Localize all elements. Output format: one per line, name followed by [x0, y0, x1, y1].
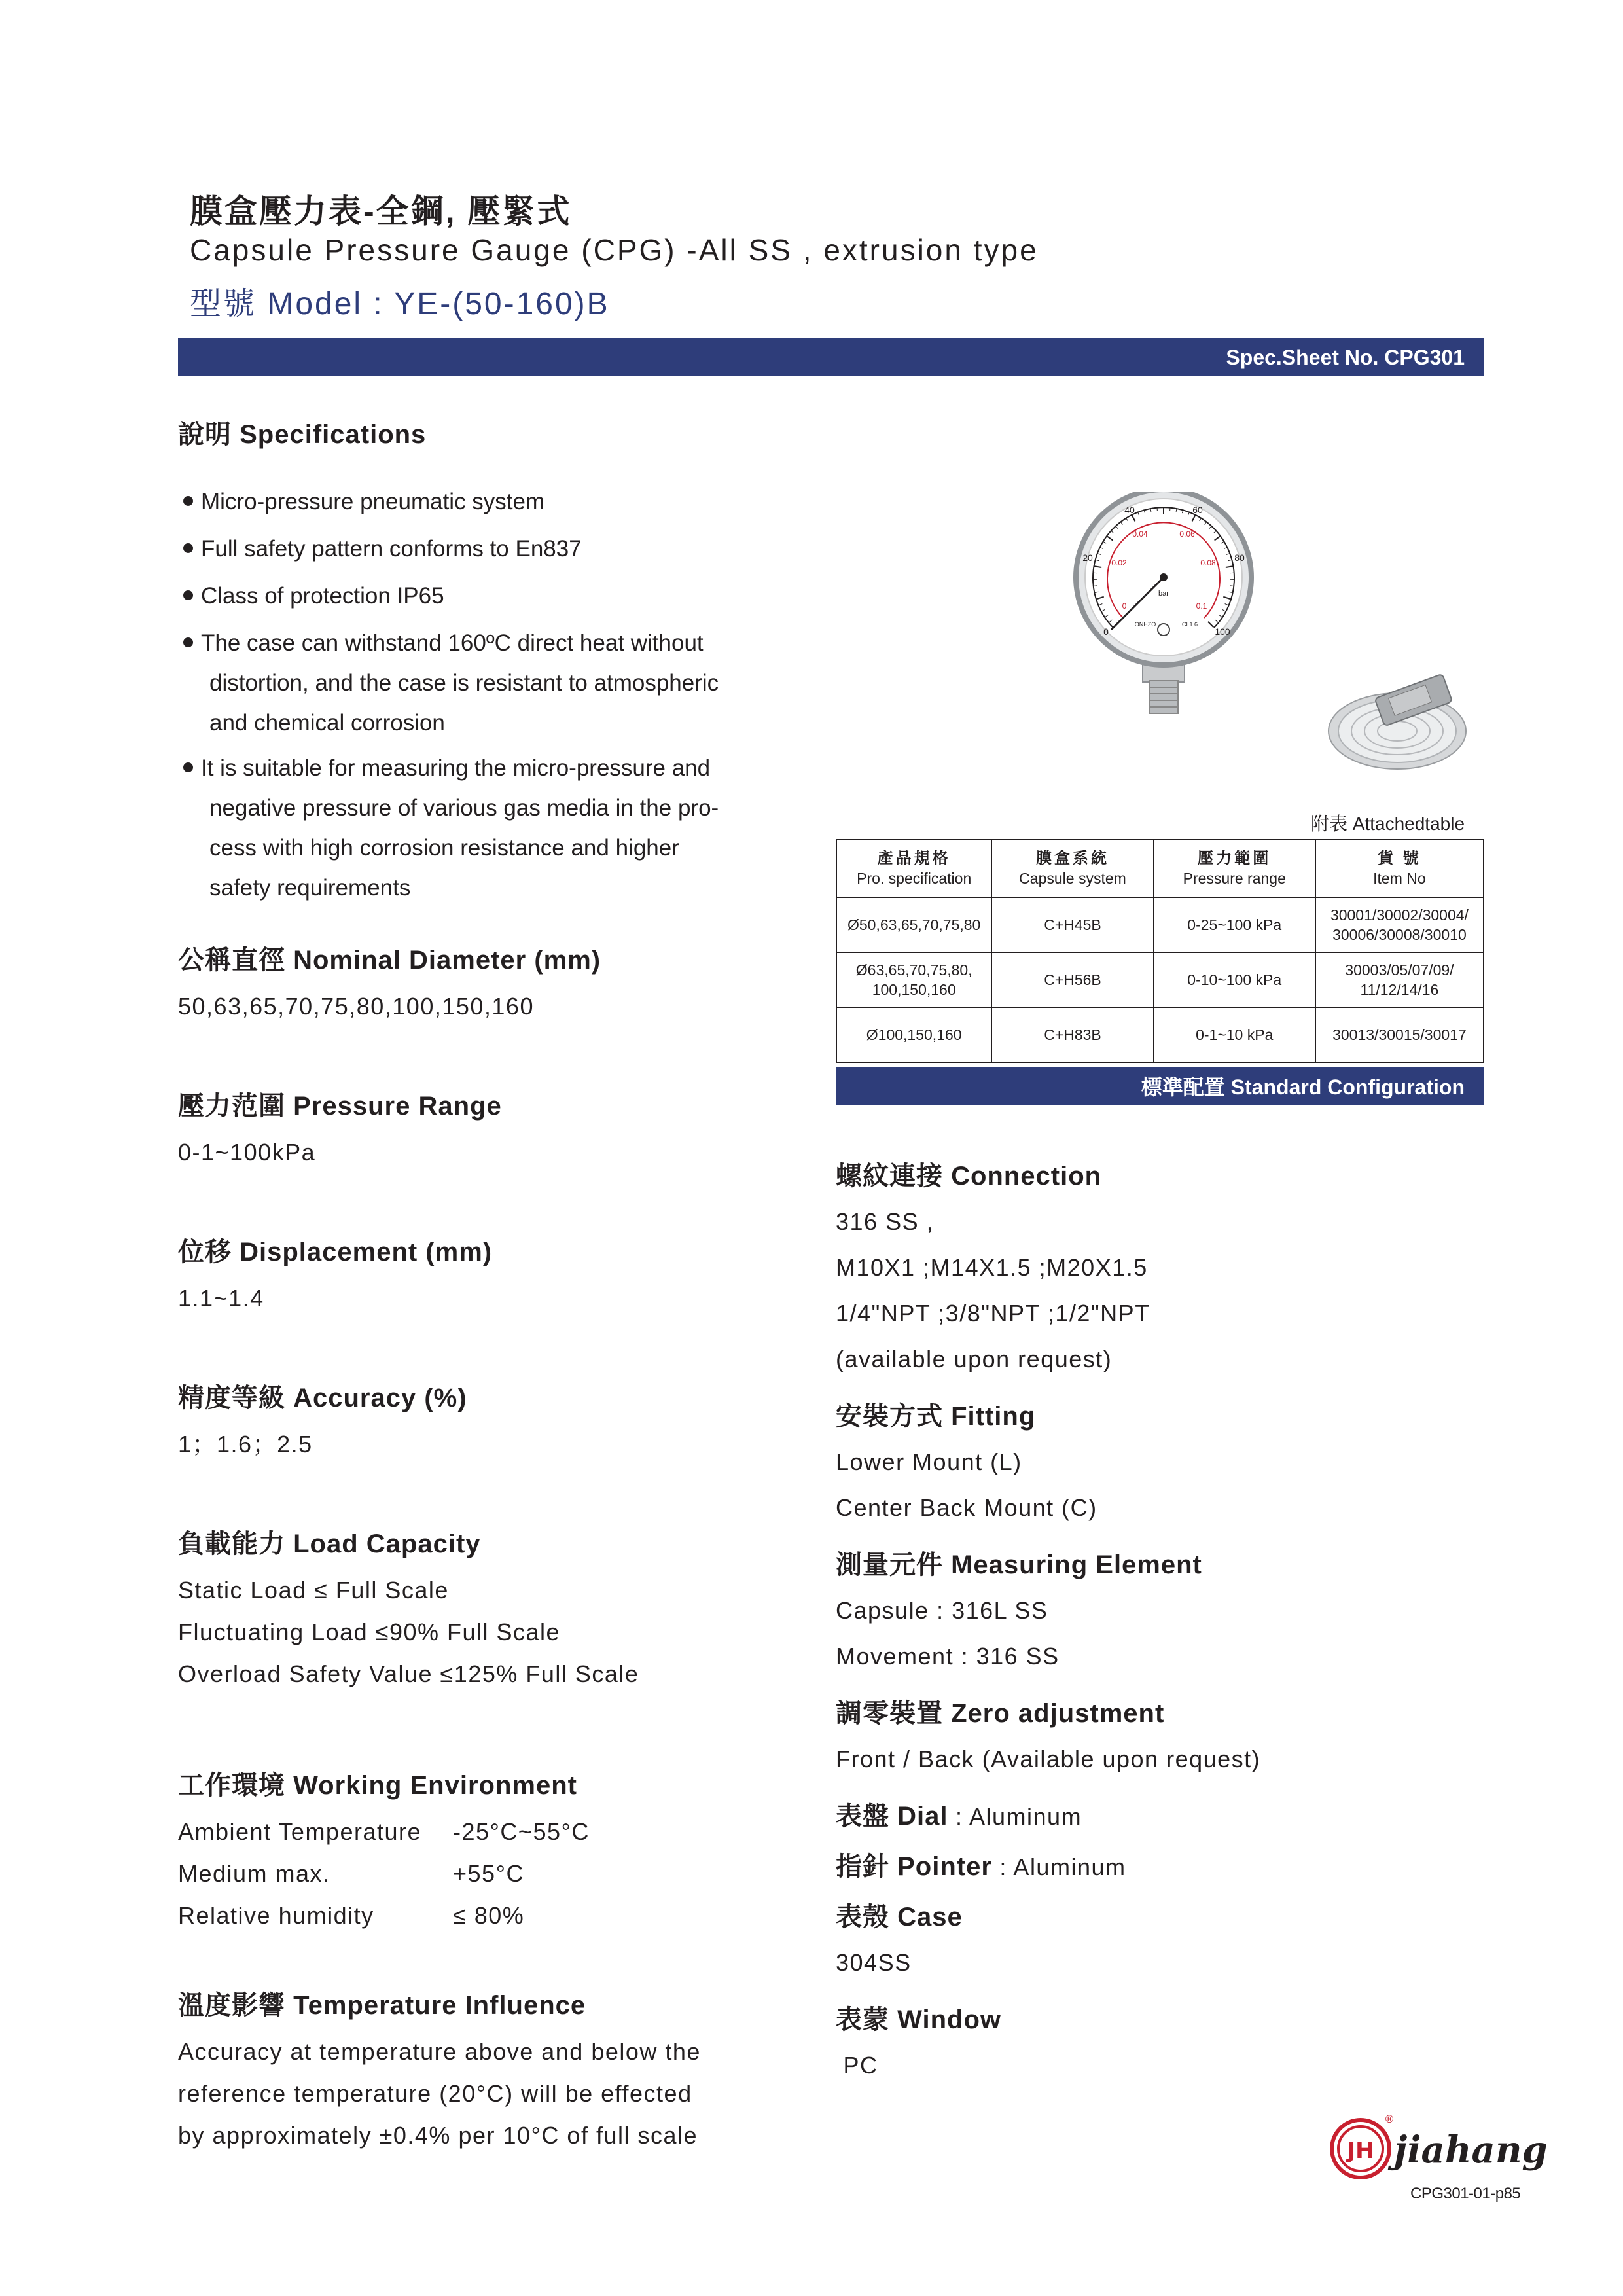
header-zh: 產品規格 — [877, 850, 951, 867]
page-reference: CPG301-01-p85 — [1410, 2185, 1521, 2202]
right-section — [836, 1846, 1484, 1883]
title-en: Capsule Pressure Gauge (CPG) -All SS , extrusion type — [190, 233, 1039, 267]
bullet-icon — [183, 637, 193, 647]
section-line: Fluctuating Load ≤90% Full Scale — [178, 1619, 561, 1645]
spec-bullet-line: It is suitable for measuring the micro-pressure and — [183, 748, 838, 788]
section-line: reference temperature (20°C) will be effected — [178, 2080, 692, 2107]
capsule-element-image — [1325, 669, 1469, 774]
table-cell: 30003/05/07/09/ 11/12/14/16 — [1315, 952, 1484, 1007]
section-heading — [836, 1795, 1484, 1833]
spec-bullet — [183, 576, 838, 616]
section-body — [836, 1940, 1484, 1986]
environment-label: Medium max. — [178, 1860, 330, 1887]
section-line: Capsule : 316L SS — [836, 1597, 1048, 1624]
section-heading — [836, 1693, 1484, 1730]
outer-scale-60: 60 — [1192, 505, 1203, 515]
right-section — [836, 1896, 1484, 1986]
section-line: Center Back Mount (C) — [836, 1494, 1097, 1521]
bullet-icon — [183, 590, 193, 600]
section-heading — [836, 1544, 1484, 1581]
left-section — [178, 1377, 832, 1465]
left-section — [178, 939, 832, 1028]
section-inline-value: : Aluminum — [948, 1803, 1082, 1830]
inner-scale-006: 0.06 — [1179, 529, 1195, 539]
spec-bullet-line: cess with high corrosion resistance and higher — [209, 835, 679, 861]
outer-scale-0: 0 — [1103, 626, 1109, 637]
attached-table — [836, 839, 1484, 1063]
spec-bullet-line: Class of protection IP65 — [183, 576, 838, 616]
spec-bullet-line: Full safety pattern conforms to En837 — [183, 529, 838, 569]
registered-mark: ® — [1384, 2113, 1395, 2125]
header-en: Pressure range — [1183, 870, 1286, 887]
section-heading — [836, 1896, 1484, 1933]
inner-scale-004: 0.04 — [1132, 529, 1148, 539]
section-heading: 壓力范圍 Pressure Range — [178, 1092, 502, 1121]
section-body — [178, 1424, 832, 1465]
right-section — [836, 1155, 1484, 1382]
table-header-cell — [836, 840, 991, 897]
bullet-icon — [183, 762, 193, 772]
left-section — [178, 1765, 832, 1937]
table-cell: 0-1~10 kPa — [1154, 1007, 1315, 1062]
spec-bullet-line: negative pressure of various gas media in the pro- — [209, 795, 719, 821]
section-heading-text: 表盤 Dial — [836, 1802, 948, 1831]
section-line: 1/4"NPT ;3/8"NPT ;1/2"NPT — [836, 1300, 1150, 1327]
section-body — [178, 2031, 832, 2157]
environment-row — [178, 1811, 832, 1853]
section-body — [836, 1439, 1484, 1531]
section-body — [178, 1132, 832, 1174]
table-cell: Ø100,150,160 — [836, 1007, 991, 1062]
inner-scale-002: 0.02 — [1111, 558, 1127, 567]
header-zh: 壓力範圍 — [1198, 850, 1272, 867]
left-section — [178, 1984, 832, 2157]
table-cell: Ø50,63,65,70,75,80 — [836, 897, 991, 952]
section-heading-text: 安裝方式 Fitting — [836, 1402, 1036, 1431]
inner-scale-0: 0 — [1122, 601, 1127, 611]
section-body — [178, 1278, 832, 1319]
section-heading: 負載能力 Load Capacity — [178, 1530, 481, 1558]
environment-label: Relative humidity — [178, 1902, 374, 1929]
jiahang-logo-mark — [1325, 2111, 1396, 2181]
section-heading: 精度等級 Accuracy (%) — [178, 1384, 467, 1412]
outer-scale-80: 80 — [1234, 552, 1245, 563]
section-heading: 公稱直徑 Nominal Diameter (mm) — [178, 946, 601, 975]
section-body — [178, 986, 832, 1028]
left-column — [178, 939, 832, 2157]
header-en: Item No — [1373, 870, 1426, 887]
specifications-heading: 說明 Specifications — [178, 420, 427, 449]
table-header-cell — [1315, 840, 1484, 897]
header-en: Pro. specification — [857, 870, 972, 887]
section-line: 1.1~1.4 — [178, 1285, 264, 1312]
table-cell: Ø63,65,70,75,80, 100,150,160 — [836, 952, 991, 1007]
environment-row — [178, 1895, 832, 1937]
model-number: 型號 Model : YE-(50-160)B — [190, 287, 610, 321]
spec-bullet — [183, 529, 838, 569]
gauge-unit: bar — [1158, 590, 1169, 598]
left-section — [178, 1231, 832, 1319]
outer-scale-100: 100 — [1215, 626, 1230, 637]
standard-config-label: 標準配置 Standard Configuration — [1141, 1075, 1465, 1099]
standard-config-band — [836, 1067, 1484, 1105]
section-body — [178, 1811, 832, 1937]
section-line: 316 SS , — [836, 1208, 935, 1235]
right-section — [836, 1999, 1484, 2089]
section-line: 50,63,65,70,75,80,100,150,160 — [178, 993, 534, 1020]
right-section — [836, 1795, 1484, 1833]
inner-scale-01: 0.1 — [1196, 601, 1207, 611]
environment-value: -25°C~55°C — [453, 1818, 590, 1845]
section-body — [836, 1736, 1484, 1782]
section-heading: 溫度影響 Temperature Influence — [178, 1991, 586, 2020]
pressure-gauge-image — [1059, 492, 1268, 715]
spec-bullet — [183, 623, 838, 743]
spec-bullet — [183, 748, 838, 908]
section-heading — [836, 1846, 1484, 1883]
section-line: Front / Back (Available upon request) — [836, 1746, 1261, 1772]
left-section — [178, 1523, 832, 1695]
section-body — [836, 1588, 1484, 1679]
right-section — [836, 1693, 1484, 1782]
section-line: Static Load ≤ Full Scale — [178, 1577, 449, 1604]
header-zh: 膜盒系統 — [1035, 850, 1109, 867]
spec-bullet-line: and chemical corrosion — [209, 710, 445, 736]
header-zh: 貨 號 — [1378, 850, 1421, 867]
section-heading: 位移 Displacement (mm) — [178, 1238, 493, 1266]
outer-scale-40: 40 — [1124, 505, 1135, 515]
section-body — [178, 1570, 832, 1695]
spec-bullet-line: distortion, and the case is resistant to atmospheric — [209, 670, 719, 696]
right-section — [836, 1544, 1484, 1679]
section-line: by approximately ±0.4% per 10°C of full scale — [178, 2122, 698, 2149]
attached-table-label: 附表 Attachedtable — [1311, 814, 1465, 834]
table-header-cell — [991, 840, 1153, 897]
section-heading — [836, 1999, 1484, 2036]
table-row — [836, 952, 1484, 1007]
spec-sheet-number: Spec.Sheet No. CPG301 — [1226, 345, 1465, 369]
section-body — [836, 2043, 1484, 2089]
header-en: Capsule system — [1019, 870, 1126, 887]
spec-bullet-line: safety requirements — [209, 875, 411, 901]
environment-value: ≤ 80% — [453, 1902, 525, 1929]
table-cell: 0-10~100 kPa — [1154, 952, 1315, 1007]
section-heading-text: 指針 Pointer — [836, 1852, 992, 1881]
section-heading-text: 表蒙 Window — [836, 2005, 1002, 2034]
section-heading — [836, 1395, 1484, 1433]
table-cell: 0-25~100 kPa — [1154, 897, 1315, 952]
right-section — [836, 1395, 1484, 1531]
gauge-class: CL1.6 — [1181, 621, 1198, 628]
section-line: PC — [836, 2052, 878, 2079]
table-header-cell — [1154, 840, 1315, 897]
section-heading: 工作環境 Working Environment — [178, 1771, 577, 1800]
section-heading-text: 表殼 Case — [836, 1903, 963, 1931]
jiahang-logo-text: jiahang — [1394, 2128, 1548, 2172]
section-inline-value: : Aluminum — [991, 1854, 1126, 1880]
spec-bullet-line: Micro-pressure pneumatic system — [183, 482, 838, 522]
logo-mark-letters: JH — [1347, 2138, 1374, 2164]
section-line: (available upon request) — [836, 1346, 1113, 1372]
table-cell: 30001/30002/30004/ 30006/30008/30010 — [1315, 897, 1484, 952]
table-cell: 30013/30015/30017 — [1315, 1007, 1484, 1062]
outer-scale-20: 20 — [1082, 552, 1093, 563]
table-cell: C+H45B — [991, 897, 1153, 952]
table-cell: C+H56B — [991, 952, 1153, 1007]
section-heading-text: 測量元件 Measuring Element — [836, 1551, 1202, 1579]
section-line: Overload Safety Value ≤125% Full Scale — [178, 1660, 639, 1687]
specifications-list — [183, 482, 838, 913]
section-heading — [836, 1155, 1484, 1193]
spec-sheet-band — [178, 338, 1484, 376]
spec-bullet-line: The case can withstand 160ºC direct heat without — [183, 623, 838, 663]
section-heading-text: 調零裝置 Zero adjustment — [836, 1699, 1165, 1728]
bullet-icon — [183, 543, 193, 553]
environment-value: +55°C — [453, 1860, 524, 1887]
title-zh: 膜盒壓力表-全鋼, 壓緊式 — [190, 193, 572, 230]
gauge-brand: ONHZO — [1134, 621, 1156, 628]
right-column — [836, 1155, 1484, 2102]
table-row — [836, 897, 1484, 952]
section-heading-text: 螺紋連接 Connection — [836, 1162, 1102, 1191]
section-line: Accuracy at temperature above and below the — [178, 2038, 701, 2065]
table-header-row — [836, 840, 1484, 897]
table-row — [836, 1007, 1484, 1062]
section-line: 1；1.6；2.5 — [178, 1431, 313, 1458]
table-cell: C+H83B — [991, 1007, 1153, 1062]
left-section — [178, 1085, 832, 1174]
section-body — [836, 1199, 1484, 1382]
bullet-icon — [183, 496, 193, 506]
environment-row — [178, 1853, 832, 1895]
environment-label: Ambient Temperature — [178, 1818, 422, 1845]
section-line: Lower Mount (L) — [836, 1448, 1022, 1475]
spec-bullet — [183, 482, 838, 522]
section-line: M10X1 ;M14X1.5 ;M20X1.5 — [836, 1254, 1148, 1281]
inner-scale-008: 0.08 — [1200, 558, 1216, 567]
section-line: 0-1~100kPa — [178, 1139, 316, 1166]
section-line: Movement : 316 SS — [836, 1643, 1060, 1670]
section-line: 304SS — [836, 1949, 912, 1976]
